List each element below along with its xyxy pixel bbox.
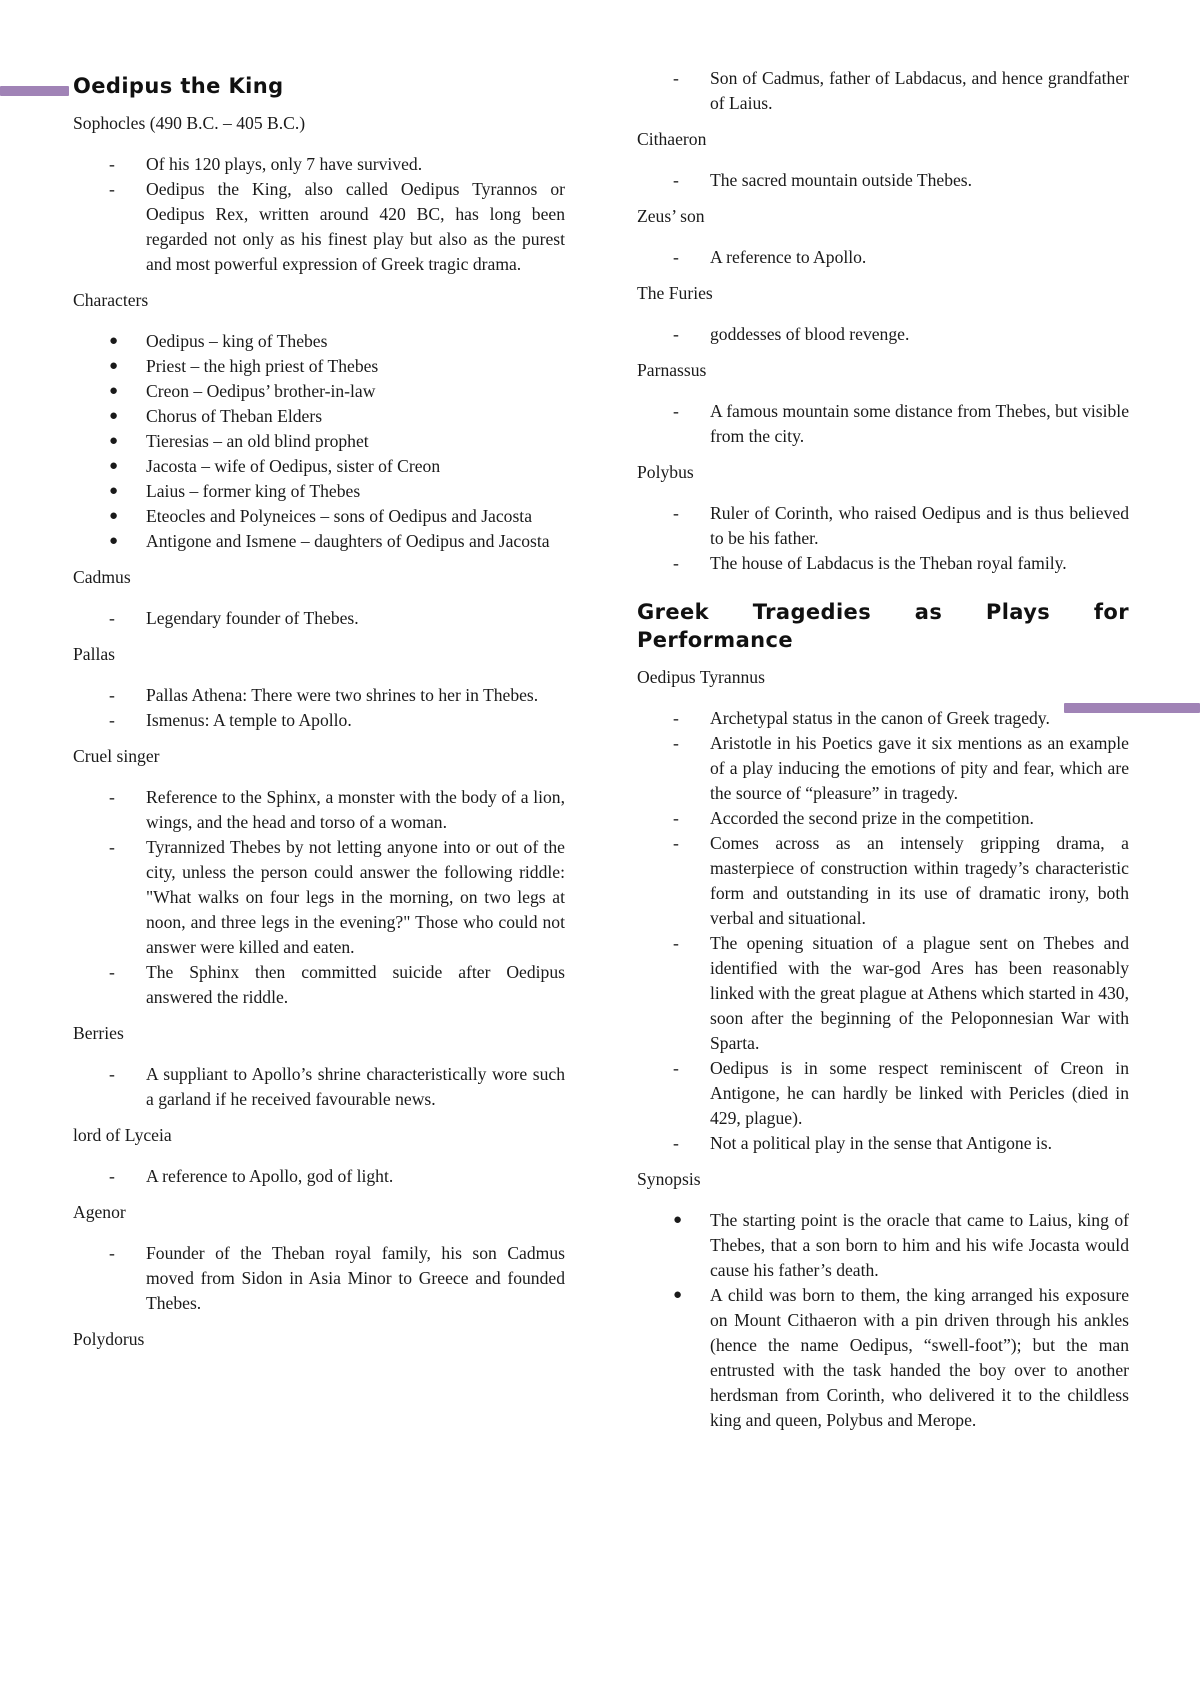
list-item bbox=[73, 177, 565, 277]
list-item bbox=[637, 245, 1129, 270]
right-column bbox=[637, 62, 1129, 1433]
dash-marker: - bbox=[109, 1064, 115, 1084]
list-item-text: Tyrannized Thebes by not letting anyone into or out of the city, unless the person could answer the following riddle: "What walks on four legs in the morning, on two legs at noon, and three legs in the evening?" Those who could not answer were killed and eaten. bbox=[146, 837, 565, 957]
bullet-marker: ● bbox=[109, 508, 119, 524]
dash-marker: - bbox=[673, 933, 679, 953]
list-item bbox=[73, 529, 565, 554]
list-item bbox=[637, 168, 1129, 193]
glossary-term: lord of Lyceia bbox=[73, 1125, 172, 1145]
list-item-text: The sacred mountain outside Thebes. bbox=[710, 170, 973, 190]
ot-label: Oedipus Tyrannus bbox=[637, 667, 765, 687]
dash-marker: - bbox=[109, 685, 115, 705]
bullet-marker: ● bbox=[109, 333, 119, 349]
glossary-definition-list bbox=[73, 1241, 565, 1316]
list-item bbox=[637, 66, 1129, 116]
list-item-text: The house of Labdacus is the Theban royal family. bbox=[710, 553, 1067, 573]
left-column bbox=[73, 62, 565, 1352]
list-item-text: A reference to Apollo, god of light. bbox=[146, 1166, 394, 1186]
list-item bbox=[73, 354, 565, 379]
list-item-text: The opening situation of a plague sent on Thebes and identified with the war-god Ares has been reasonably linked with the great plague at Athens which started in 430, soon after the beginning of the Peloponnesian War with Sparta. bbox=[710, 933, 1129, 1053]
list-item-text: Archetypal status in the canon of Greek tragedy. bbox=[710, 708, 1050, 728]
list-item bbox=[637, 1131, 1129, 1156]
glossary-definition-list bbox=[73, 1062, 565, 1112]
list-item-text: Chorus of Theban Elders bbox=[146, 406, 323, 426]
dash-marker: - bbox=[109, 1166, 115, 1186]
list-item bbox=[73, 683, 565, 708]
bullet-marker: ● bbox=[109, 458, 119, 474]
list-item-text: Legendary founder of Thebes. bbox=[146, 608, 359, 628]
list-item-text: Ismenus: A temple to Apollo. bbox=[146, 710, 352, 730]
list-item bbox=[637, 1208, 1129, 1283]
glossary-term: Agenor bbox=[73, 1202, 126, 1222]
dash-marker: - bbox=[109, 787, 115, 807]
list-item-text: A child was born to them, the king arranged his exposure on Mount Cithaeron with a pin driven through his ankles (hence the name Oedipus, “swell-foot”); but the man entrusted with the task handed the boy over to another herdsman from Corinth, who delivered it to the childless king and queen, Polybus and Merope. bbox=[710, 1285, 1129, 1430]
list-item-text: A reference to Apollo. bbox=[710, 247, 867, 267]
glossary-definition-list bbox=[73, 1164, 565, 1189]
list-item bbox=[73, 479, 565, 504]
list-item bbox=[637, 831, 1129, 931]
bullet-marker: ● bbox=[109, 383, 119, 399]
list-item-text: goddesses of blood revenge. bbox=[710, 324, 910, 344]
glossary-term: Cruel singer bbox=[73, 746, 160, 766]
list-item bbox=[637, 322, 1129, 347]
glossary-term: Cithaeron bbox=[637, 129, 707, 149]
glossary-definition-list bbox=[637, 399, 1129, 449]
dash-marker: - bbox=[673, 708, 679, 728]
dash-marker: - bbox=[673, 1058, 679, 1078]
list-item-text: The starting point is the oracle that came to Laius, king of Thebes, that a son born to him and his wife Jocasta would cause his father’s death. bbox=[710, 1210, 1129, 1280]
right-glossary bbox=[637, 127, 1129, 576]
dash-marker: - bbox=[109, 154, 115, 174]
list-item bbox=[73, 379, 565, 404]
list-item bbox=[637, 706, 1129, 731]
bullet-marker: ● bbox=[673, 1212, 683, 1228]
bullet-marker: ● bbox=[109, 408, 119, 424]
dash-marker: - bbox=[673, 247, 679, 267]
author-byline: Sophocles (490 B.C. – 405 B.C.) bbox=[73, 113, 306, 133]
list-item-text: Pallas Athena: There were two shrines to her in Thebes. bbox=[146, 685, 539, 705]
list-item bbox=[73, 606, 565, 631]
list-item-text: Oedipus – king of Thebes bbox=[146, 331, 328, 351]
list-item bbox=[73, 152, 565, 177]
list-item-text: A famous mountain some distance from Thebes, but visible from the city. bbox=[710, 401, 1129, 446]
glossary-term: Berries bbox=[73, 1023, 124, 1043]
glossary-term: Polybus bbox=[637, 462, 694, 482]
list-item-text: Of his 120 plays, only 7 have survived. bbox=[146, 154, 423, 174]
synopsis-list bbox=[637, 1208, 1129, 1433]
glossary-term: Cadmus bbox=[73, 567, 131, 587]
dash-marker: - bbox=[673, 833, 679, 853]
bullet-marker: ● bbox=[109, 358, 119, 374]
list-item-text: Jacosta – wife of Oedipus, sister of Creon bbox=[146, 456, 441, 476]
dash-marker: - bbox=[673, 170, 679, 190]
list-item bbox=[637, 806, 1129, 831]
dash-marker: - bbox=[109, 962, 115, 982]
glossary-definition-list bbox=[637, 245, 1129, 270]
list-item-text: Not a political play in the sense that Antigone is. bbox=[710, 1133, 1053, 1153]
list-item-text: Ruler of Corinth, who raised Oedipus and is thus believed to be his father. bbox=[710, 503, 1129, 548]
list-item-text: Accorded the second prize in the competition. bbox=[710, 808, 1034, 828]
dash-marker: - bbox=[673, 553, 679, 573]
list-item-text: Oedipus the King, also called Oedipus Tyrannos or Oedipus Rex, written around 420 BC, has long been regarded not only as his finest play but also as the purest and most powerful expression of Greek tragic drama. bbox=[146, 179, 565, 274]
list-item bbox=[73, 708, 565, 733]
glossary-term: Polydorus bbox=[73, 1329, 145, 1349]
list-item bbox=[637, 501, 1129, 551]
glossary-definition-list bbox=[73, 683, 565, 733]
list-item-text: Priest – the high priest of Thebes bbox=[146, 356, 379, 376]
list-item bbox=[637, 1056, 1129, 1131]
title-accent-bar bbox=[0, 86, 69, 96]
list-item-text: Comes across as an intensely gripping drama, a masterpiece of construction within tragedy’s characteristic form and outstanding in its use of dramatic irony, both verbal and situational. bbox=[710, 833, 1129, 928]
list-item-text: A suppliant to Apollo’s shrine characteristically wore such a garland if he received favourable news. bbox=[146, 1064, 565, 1109]
list-item-text: The Sphinx then committed suicide after Oedipus answered the riddle. bbox=[146, 962, 565, 1007]
dash-marker: - bbox=[673, 401, 679, 421]
dash-marker: - bbox=[673, 808, 679, 828]
list-item-text: Laius – former king of Thebes bbox=[146, 481, 361, 501]
dash-marker: - bbox=[673, 1133, 679, 1153]
synopsis-label: Synopsis bbox=[637, 1169, 701, 1189]
dash-marker: - bbox=[109, 179, 115, 199]
list-item-text: Reference to the Sphinx, a monster with the body of a lion, wings, and the head and torso of a woman. bbox=[146, 787, 565, 832]
glossary-definition-list bbox=[637, 322, 1129, 347]
bullet-marker: ● bbox=[109, 533, 119, 549]
left-glossary bbox=[73, 565, 565, 1316]
dash-marker: - bbox=[673, 324, 679, 344]
list-item bbox=[73, 329, 565, 354]
list-item bbox=[73, 429, 565, 454]
glossary-term: Pallas bbox=[73, 644, 116, 664]
list-item-text: Oedipus is in some respect reminiscent of Creon in Antigone, he can hardly be linked with Pericles (died in 429, plague). bbox=[710, 1058, 1129, 1128]
list-item-text: Tieresias – an old blind prophet bbox=[146, 431, 369, 451]
dash-marker: - bbox=[673, 503, 679, 523]
glossary-term: Zeus’ son bbox=[637, 206, 705, 226]
list-item bbox=[73, 960, 565, 1010]
glossary-definition-list bbox=[637, 501, 1129, 576]
section-title: Greek Tragedies as Plays for Performance bbox=[637, 600, 1129, 652]
glossary-definition-list bbox=[73, 606, 565, 631]
bullet-marker: ● bbox=[109, 433, 119, 449]
list-item bbox=[637, 551, 1129, 576]
list-item-text: Creon – Oedipus’ brother-in-law bbox=[146, 381, 376, 401]
glossary-term: The Furies bbox=[637, 283, 713, 303]
dash-marker: - bbox=[109, 837, 115, 857]
list-item bbox=[73, 1062, 565, 1112]
list-item-text: Son of Cadmus, father of Labdacus, and hence grandfather of Laius. bbox=[710, 68, 1129, 113]
polydorus-list bbox=[637, 66, 1129, 116]
characters-label: Characters bbox=[73, 290, 149, 310]
list-item bbox=[73, 504, 565, 529]
list-item-text: Aristotle in his Poetics gave it six mentions as an example of a play inducing the emotions of pity and fear, which are the source of “pleasure” in tragedy. bbox=[710, 733, 1129, 803]
list-item-text: Eteocles and Polyneices – sons of Oedipus and Jacosta bbox=[146, 506, 532, 526]
dash-marker: - bbox=[673, 68, 679, 88]
list-item bbox=[637, 731, 1129, 806]
list-item bbox=[73, 1241, 565, 1316]
list-item-text: Founder of the Theban royal family, his son Cadmus moved from Sidon in Asia Minor to Greece and founded Thebes. bbox=[146, 1243, 565, 1313]
characters-list bbox=[73, 329, 565, 554]
list-item bbox=[73, 835, 565, 960]
list-item bbox=[73, 1164, 565, 1189]
glossary-definition-list bbox=[637, 168, 1129, 193]
bullet-marker: ● bbox=[673, 1287, 683, 1303]
list-item bbox=[637, 1283, 1129, 1433]
list-item bbox=[637, 931, 1129, 1056]
glossary-term: Parnassus bbox=[637, 360, 707, 380]
list-item bbox=[73, 404, 565, 429]
list-item-text: Antigone and Ismene – daughters of Oedipus and Jacosta bbox=[146, 531, 550, 551]
glossary-definition-list bbox=[73, 785, 565, 1010]
intro-list bbox=[73, 152, 565, 277]
dash-marker: - bbox=[109, 710, 115, 730]
dash-marker: - bbox=[109, 1243, 115, 1263]
bullet-marker: ● bbox=[109, 483, 119, 499]
page-title: Oedipus the King bbox=[73, 74, 284, 98]
dash-marker: - bbox=[109, 608, 115, 628]
list-item bbox=[73, 785, 565, 835]
list-item bbox=[637, 399, 1129, 449]
dash-marker: - bbox=[673, 733, 679, 753]
oedipus-tyrannus-list bbox=[637, 706, 1129, 1156]
list-item bbox=[73, 454, 565, 479]
